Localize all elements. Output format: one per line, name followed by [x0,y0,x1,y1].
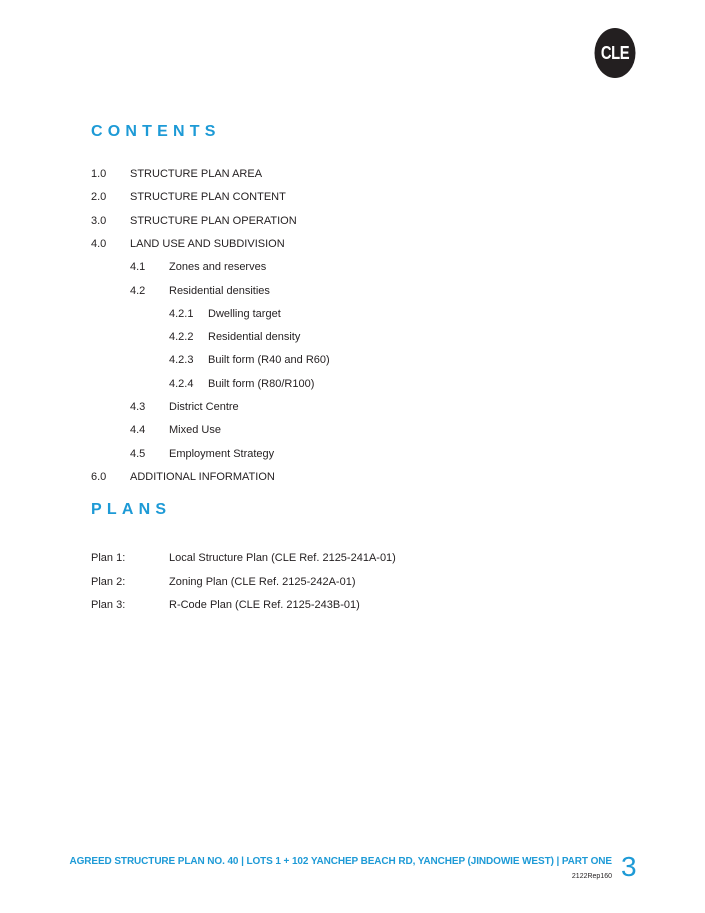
contents-entry-label: STRUCTURE PLAN CONTENT [130,191,286,204]
contents-entry-label: Mixed Use [169,424,221,437]
contents-entry-label: District Centre [169,401,239,413]
plans-heading: PLANS [91,501,172,518]
contents-entry-label: Residential densities [169,284,270,297]
contents-entry-number: 4.5 [130,447,146,460]
contents-entry-number: 4.0 [91,237,107,250]
contents-entry-number: 4.4 [130,424,146,437]
contents-entry-number: 4.3 [130,401,146,413]
contents-entry-number: 4.2.2 [169,331,194,344]
plan-entry-number: Plan 1: [91,552,126,564]
contents-heading: CONTENTS [91,123,221,140]
contents-entry-label: Built form (R40 and R60) [208,354,330,367]
plan-entry-number: Plan 2: [91,575,126,588]
contents-entry-label: LAND USE AND SUBDIVISION [130,237,285,250]
plan-entry-label: R-Code Plan (CLE Ref. 2125-243B-01) [169,599,360,611]
contents-entry-number: 4.2.1 [169,307,194,320]
contents-entry-label: Zones and reserves [169,261,267,274]
contents-entry-label: Residential density [208,331,301,344]
plan-entry-label: Local Structure Plan (CLE Ref. 2125-241A-01) [169,552,396,564]
contents-entry-label: Built form (R80/R100) [208,377,315,390]
page-number: 3 [621,851,637,882]
contents-entry-number: 4.1 [130,261,146,274]
contents-entry-label: STRUCTURE PLAN AREA [130,168,263,180]
footer-document-title: AGREED STRUCTURE PLAN NO. 40 | LOTS 1 + 102 YANCHEP BEACH RD, YANCHEP (JINDOWIE WEST) | PART ONE [69,856,612,867]
contents-entry-label: STRUCTURE PLAN OPERATION [130,214,297,227]
contents-entry-label: Dwelling target [208,307,281,320]
contents-entry-number: 4.2.3 [169,354,194,367]
contents-entry-number: 3.0 [91,214,107,227]
contents-entry-number: 1.0 [91,168,107,180]
contents-entry-number: 6.0 [91,470,107,483]
cle-logo [595,28,636,78]
cle-logo-text: CLE [600,42,630,63]
footer-reference: 2122Rep160 [571,873,612,880]
contents-entry-number: 2.0 [91,191,107,204]
plan-entry-number: Plan 3: [91,599,126,611]
contents-entry-label: Employment Strategy [169,447,275,460]
plan-entry-label: Zoning Plan (CLE Ref. 2125-242A-01) [169,575,356,588]
contents-entry-number: 4.2 [130,284,146,297]
contents-entry-number: 4.2.4 [169,377,194,390]
contents-entry-label: ADDITIONAL INFORMATION [130,470,275,483]
